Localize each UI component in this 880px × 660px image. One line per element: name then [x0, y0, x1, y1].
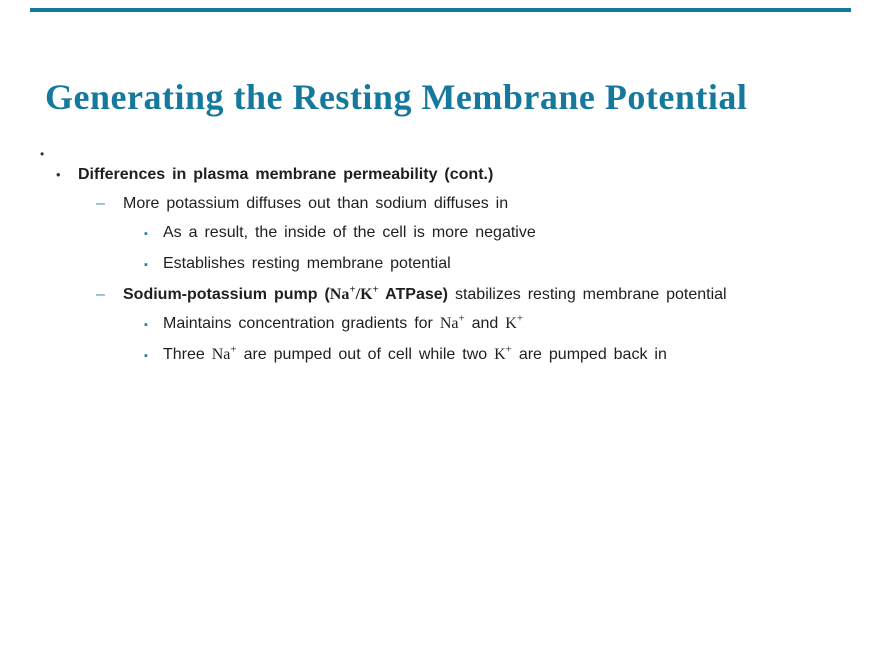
slide-title: Generating the Resting Membrane Potential — [45, 77, 748, 117]
bullet-item — [0, 280, 864, 309]
dash-bullet-icon: – — [96, 195, 105, 212]
bullet-text: Sodium-potassium pump (Na+/K+ ATPase) stabilizes resting membrane potential — [123, 283, 727, 303]
bullet-text: As a result, the inside of the cell is more negative — [163, 224, 536, 241]
bullet-text: Establishes resting membrane potential — [163, 255, 451, 272]
bullet-text: Maintains concentration gradients for Na+ and K+ — [163, 312, 524, 332]
stray-dot-bullet-icon: • — [40, 147, 45, 161]
dash-bullet-icon: – — [96, 286, 105, 303]
bullet-item — [0, 309, 864, 340]
bullet-list — [0, 160, 864, 371]
square-bullet-icon: ▪ — [144, 228, 148, 240]
square-bullet-icon: ▪ — [144, 319, 148, 331]
bullet-item — [0, 340, 864, 371]
bullet-item — [0, 218, 864, 249]
bullet-item — [0, 249, 864, 280]
top-rule — [30, 8, 851, 12]
dot-bullet-icon: • — [56, 167, 61, 182]
square-bullet-icon: ▪ — [144, 259, 148, 271]
square-bullet-icon: ▪ — [144, 350, 148, 362]
bullet-text: Three Na+ are pumped out of cell while two K+ are pumped back in — [163, 343, 667, 363]
bullet-item — [0, 160, 864, 189]
bullet-text: Differences in plasma membrane permeability (cont.) — [78, 166, 494, 183]
bullet-text: More potassium diffuses out than sodium diffuses in — [123, 195, 509, 212]
bullet-item — [0, 189, 864, 218]
